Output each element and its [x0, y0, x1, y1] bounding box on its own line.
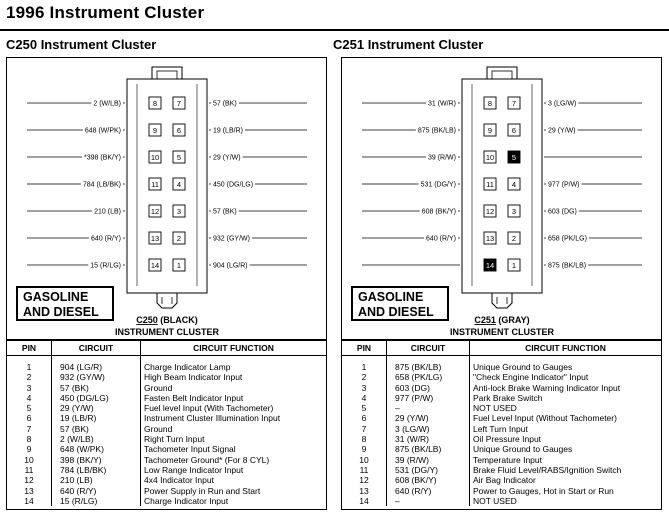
top-latch-inner [492, 71, 512, 79]
pin-number-6: 6 [511, 125, 517, 135]
circuit-cell: 3 (LG/W) [387, 424, 470, 434]
title-divider [0, 29, 669, 31]
table-row [7, 383, 326, 393]
wire-label-pin-3: 603 (DG) [548, 208, 577, 216]
circuit-cell: 210 (LB) [52, 475, 141, 485]
c250-pin-table-panel [6, 340, 327, 510]
circuit-cell: 977 (P/W) [387, 393, 470, 403]
function-cell: Charge Indicator Input [141, 496, 327, 506]
table-row [7, 372, 326, 382]
table-header-row [7, 341, 326, 356]
circuit-cell: 39 (R/W) [387, 455, 470, 465]
table-row [7, 413, 326, 423]
wire-label-pin-10: 39 (R/W) [428, 154, 456, 162]
pin-cell: 5 [361, 403, 367, 414]
pin-cell: 9 [361, 444, 367, 455]
table-row [342, 455, 661, 465]
pin-number-7: 7 [511, 98, 517, 108]
wire-label-pin-8: 31 (W/R) [428, 100, 456, 108]
function-cell: High Beam Indicator Input [141, 372, 327, 382]
function-cell: Fuel Level Input (Without Tachometer) [470, 413, 662, 423]
top-latch-inner [157, 71, 177, 79]
connector-subcaption: INSTRUMENT CLUSTER [115, 327, 219, 337]
wire-label-pin-7: 57 (BK) [213, 100, 237, 108]
c251-connector-diagram [342, 58, 662, 340]
page-title: 1996 Instrument Cluster [6, 3, 205, 22]
pin-number-2: 2 [176, 233, 182, 243]
pin-number-6: 6 [176, 125, 182, 135]
wire-label-pin-11: 531 (DG/Y) [420, 181, 456, 189]
function-cell: Brake Fluid Level/RABS/Ignition Switch [470, 465, 662, 475]
table-header-row [342, 341, 661, 356]
c251-pin-table [342, 341, 661, 506]
pin-number-2: 2 [511, 233, 517, 243]
circuit-cell: 640 (R/Y) [52, 486, 141, 496]
function-cell: Temperature Input [470, 455, 662, 465]
pin-cell: 8 [361, 434, 367, 445]
circuit-cell: 531 (DG/Y) [387, 465, 470, 475]
function-cell: Unique Ground to Gauges [470, 356, 662, 373]
pin-number-10: 10 [485, 152, 495, 162]
pin-number-4: 4 [176, 179, 182, 189]
wire-label-pin-9: 875 (BK/LB) [417, 127, 456, 135]
connector-subcaption: INSTRUMENT CLUSTER [450, 327, 554, 337]
table-row [342, 475, 661, 485]
pin-number-4: 4 [511, 179, 517, 189]
circuit-cell: 640 (R/Y) [387, 486, 470, 496]
table-row [7, 393, 326, 403]
table-row [7, 403, 326, 413]
pin-cell: 12 [359, 475, 369, 486]
pin-number-1: 1 [176, 260, 182, 270]
pin-cell: 2 [361, 372, 367, 383]
pin-number-10: 10 [150, 152, 160, 162]
function-cell: NOT USED [470, 403, 662, 413]
function-cell: Right Turn Input [141, 434, 327, 444]
wire-label-pin-5: 29 (Y/W) [213, 154, 241, 162]
table-row [7, 424, 326, 434]
wire-label-pin-7: 3 (LG/W) [548, 100, 577, 108]
top-latch [487, 67, 517, 79]
pin-number-8: 8 [152, 98, 158, 108]
top-latch [152, 67, 182, 79]
circuit-cell: 603 (DG) [387, 383, 470, 393]
pin-number-14: 14 [150, 260, 160, 270]
circuit-cell: 658 (PK/LG) [387, 372, 470, 382]
circuit-cell: 398 (BK/Y) [52, 455, 141, 465]
table-row [7, 486, 326, 496]
pin-cell: 13 [24, 485, 34, 496]
function-cell: Ground [141, 424, 327, 434]
wire-label-pin-10: *398 (BK/Y) [84, 154, 121, 162]
table-row [7, 455, 326, 465]
circuit-cell: 784 (LB/BK) [52, 465, 141, 475]
function-cell: Unique Ground to Gauges [470, 444, 662, 454]
pin-number-7: 7 [176, 98, 182, 108]
function-cell: Anti-lock Brake Warning Indicator Input [470, 383, 662, 393]
c250-connector-panel [6, 57, 327, 340]
table-row [342, 434, 661, 444]
pin-number-11: 11 [151, 179, 159, 189]
c250-section-title: C250 Instrument Cluster [6, 37, 157, 52]
table-row [342, 372, 661, 382]
pin-number-1: 1 [511, 260, 517, 270]
function-cell: Left Turn Input [470, 424, 662, 434]
pin-number-14: 14 [485, 260, 495, 270]
function-cell: Tachometer Ground* (For 8 CYL) [141, 455, 327, 465]
connector-name: C250 [136, 315, 158, 325]
table-row [342, 383, 661, 393]
connector-color: (GRAY) [495, 315, 530, 325]
function-cell: Park Brake Switch [470, 393, 662, 403]
table-row [7, 496, 326, 506]
bottom-key [492, 293, 512, 308]
circuit-cell: – [387, 496, 470, 506]
wire-label-pin-3: 57 (BK) [213, 208, 237, 216]
table-row [342, 496, 661, 506]
pin-cell: 10 [24, 454, 34, 465]
c250-pin-table [7, 341, 326, 506]
gasoline-label: GASOLINE [23, 290, 89, 304]
pin-column-header: PIN [342, 341, 387, 356]
connector-body [127, 79, 207, 293]
diesel-label: AND DIESEL [23, 305, 99, 319]
circuit-cell: 2 (W/LB) [52, 434, 141, 444]
wire-label-pin-12: 210 (LB) [94, 208, 121, 216]
wire-label-pin-1: 875 (BK/LB) [548, 262, 587, 270]
function-column-header: CIRCUIT FUNCTION [470, 341, 662, 356]
function-cell: Power to Gauges, Hot in Start or Run [470, 486, 662, 496]
circuit-cell: 932 (GY/W) [52, 372, 141, 382]
function-cell: Instrument Cluster Illumination Input [141, 413, 327, 423]
pin-cell: 4 [361, 392, 367, 403]
wire-label-pin-4: 450 (DG/LG) [213, 181, 254, 189]
pin-cell: 10 [359, 454, 369, 465]
wire-label-pin-11: 784 (LB/BK) [82, 181, 121, 189]
table-row [342, 444, 661, 454]
function-column-header: CIRCUIT FUNCTION [141, 341, 327, 356]
circuit-cell: 875 (BK/LB) [387, 356, 470, 373]
circuit-cell: 875 (BK/LB) [387, 444, 470, 454]
diesel-label: AND DIESEL [358, 305, 434, 319]
bottom-key-inner [497, 297, 507, 304]
table-row [342, 356, 661, 373]
wire-label-pin-2: 658 (PK/LG) [548, 235, 587, 243]
table-row [342, 465, 661, 475]
table-row [7, 465, 326, 475]
pin-number-5: 5 [176, 152, 182, 162]
bottom-key-inner [162, 297, 172, 304]
pin-cell: 7 [26, 423, 32, 434]
pin-cell: 6 [361, 413, 367, 424]
wire-label-pin-13: 640 (R/Y) [426, 235, 456, 243]
pin-cell: 11 [24, 464, 34, 475]
wire-label-pin-12: 608 (BK/Y) [421, 208, 456, 216]
pin-number-5: 5 [511, 152, 517, 162]
function-cell: Fuel level Input (With Tachometer) [141, 403, 327, 413]
wire-label-pin-6: 19 (LB/R) [213, 127, 243, 135]
pin-column-header: PIN [7, 341, 52, 356]
pin-cell: 9 [26, 444, 32, 455]
pin-number-13: 13 [485, 233, 495, 243]
connector-caption [136, 315, 198, 325]
pin-number-13: 13 [150, 233, 160, 243]
pin-cell: 7 [361, 423, 367, 434]
function-cell: Charge Indicator Lamp [141, 356, 327, 373]
function-cell: Fasten Belt Indicator Input [141, 393, 327, 403]
pin-number-12: 12 [485, 206, 495, 216]
pin-number-12: 12 [150, 206, 160, 216]
c251-connector-panel [341, 57, 662, 340]
pin-cell: 8 [26, 434, 32, 445]
pin-number-3: 3 [176, 206, 182, 216]
circuit-cell: 15 (R/LG) [52, 496, 141, 506]
circuit-column-header: CIRCUIT [387, 341, 470, 356]
pin-cell: 1 [361, 362, 367, 372]
circuit-cell: 31 (W/R) [387, 434, 470, 444]
table-row [342, 413, 661, 423]
function-cell: Low Range Indicator Input [141, 465, 327, 475]
pin-cell: 6 [26, 413, 32, 424]
pin-cell: 11 [359, 464, 369, 475]
table-row [342, 424, 661, 434]
pin-cell: 3 [361, 382, 367, 393]
function-cell: NOT USED [470, 496, 662, 506]
circuit-cell: 57 (BK) [52, 383, 141, 393]
pin-number-9: 9 [152, 125, 158, 135]
pin-cell: 1 [26, 362, 32, 372]
circuit-cell: 608 (BK/Y) [387, 475, 470, 485]
table-row [7, 356, 326, 373]
pin-cell: 4 [26, 392, 32, 403]
c251-section-title: C251 Instrument Cluster [333, 37, 484, 52]
pin-cell: 13 [359, 485, 369, 496]
c251-pin-table-panel [341, 340, 662, 510]
circuit-cell: 29 (Y/W) [52, 403, 141, 413]
pin-number-3: 3 [511, 206, 517, 216]
table-row [342, 393, 661, 403]
function-cell: Power Supply in Run and Start [141, 486, 327, 496]
wire-label-pin-2: 932 (GY/W) [213, 235, 250, 243]
wire-label-pin-13: 640 (R/Y) [91, 235, 121, 243]
function-cell: Tachometer Input Signal [141, 444, 327, 454]
pin-cell: 2 [26, 372, 32, 383]
pin-number-9: 9 [487, 125, 493, 135]
function-cell: Air Bag Indicator [470, 475, 662, 485]
wire-label-pin-9: 648 (W/PK) [84, 127, 121, 135]
circuit-cell: 19 (LB/R) [52, 413, 141, 423]
table-row [7, 475, 326, 485]
c250-connector-diagram [7, 58, 327, 340]
connector-color: (BLACK) [157, 315, 198, 325]
table-row [7, 444, 326, 454]
table-row [342, 486, 661, 496]
wire-label-pin-8: 2 (W/LB) [93, 100, 121, 108]
pin-cell: 3 [26, 382, 32, 393]
pin-cell: 14 [359, 495, 369, 506]
pin-cell: 5 [26, 403, 32, 414]
gasoline-label: GASOLINE [358, 290, 424, 304]
function-cell: "Check Engine Indicator" Input [470, 372, 662, 382]
pin-cell: 14 [24, 495, 34, 506]
connector-name: C251 [474, 315, 496, 325]
connector-body [462, 79, 542, 293]
pin-cell: 12 [24, 475, 34, 486]
wire-label-pin-1: 904 (LG/R) [213, 262, 248, 270]
pin-number-11: 11 [486, 179, 494, 189]
pin-number-8: 8 [487, 98, 493, 108]
circuit-cell: 57 (BK) [52, 424, 141, 434]
circuit-cell: 648 (W/PK) [52, 444, 141, 454]
circuit-column-header: CIRCUIT [52, 341, 141, 356]
connector-caption [474, 315, 529, 325]
table-row [7, 434, 326, 444]
function-cell: 4x4 Indicator Input [141, 475, 327, 485]
circuit-cell: 29 (Y/W) [387, 413, 470, 423]
circuit-cell: – [387, 403, 470, 413]
function-cell: Oil Pressure Input [470, 434, 662, 444]
bottom-key [157, 293, 177, 308]
circuit-cell: 450 (DG/LG) [52, 393, 141, 403]
circuit-cell: 904 (LG/R) [52, 356, 141, 373]
table-row [342, 403, 661, 413]
wire-label-pin-14: 15 (R/LG) [90, 262, 121, 270]
function-cell: Ground [141, 383, 327, 393]
wire-label-pin-6: 29 (Y/W) [548, 127, 576, 135]
wire-label-pin-4: 977 (P/W) [548, 181, 580, 189]
